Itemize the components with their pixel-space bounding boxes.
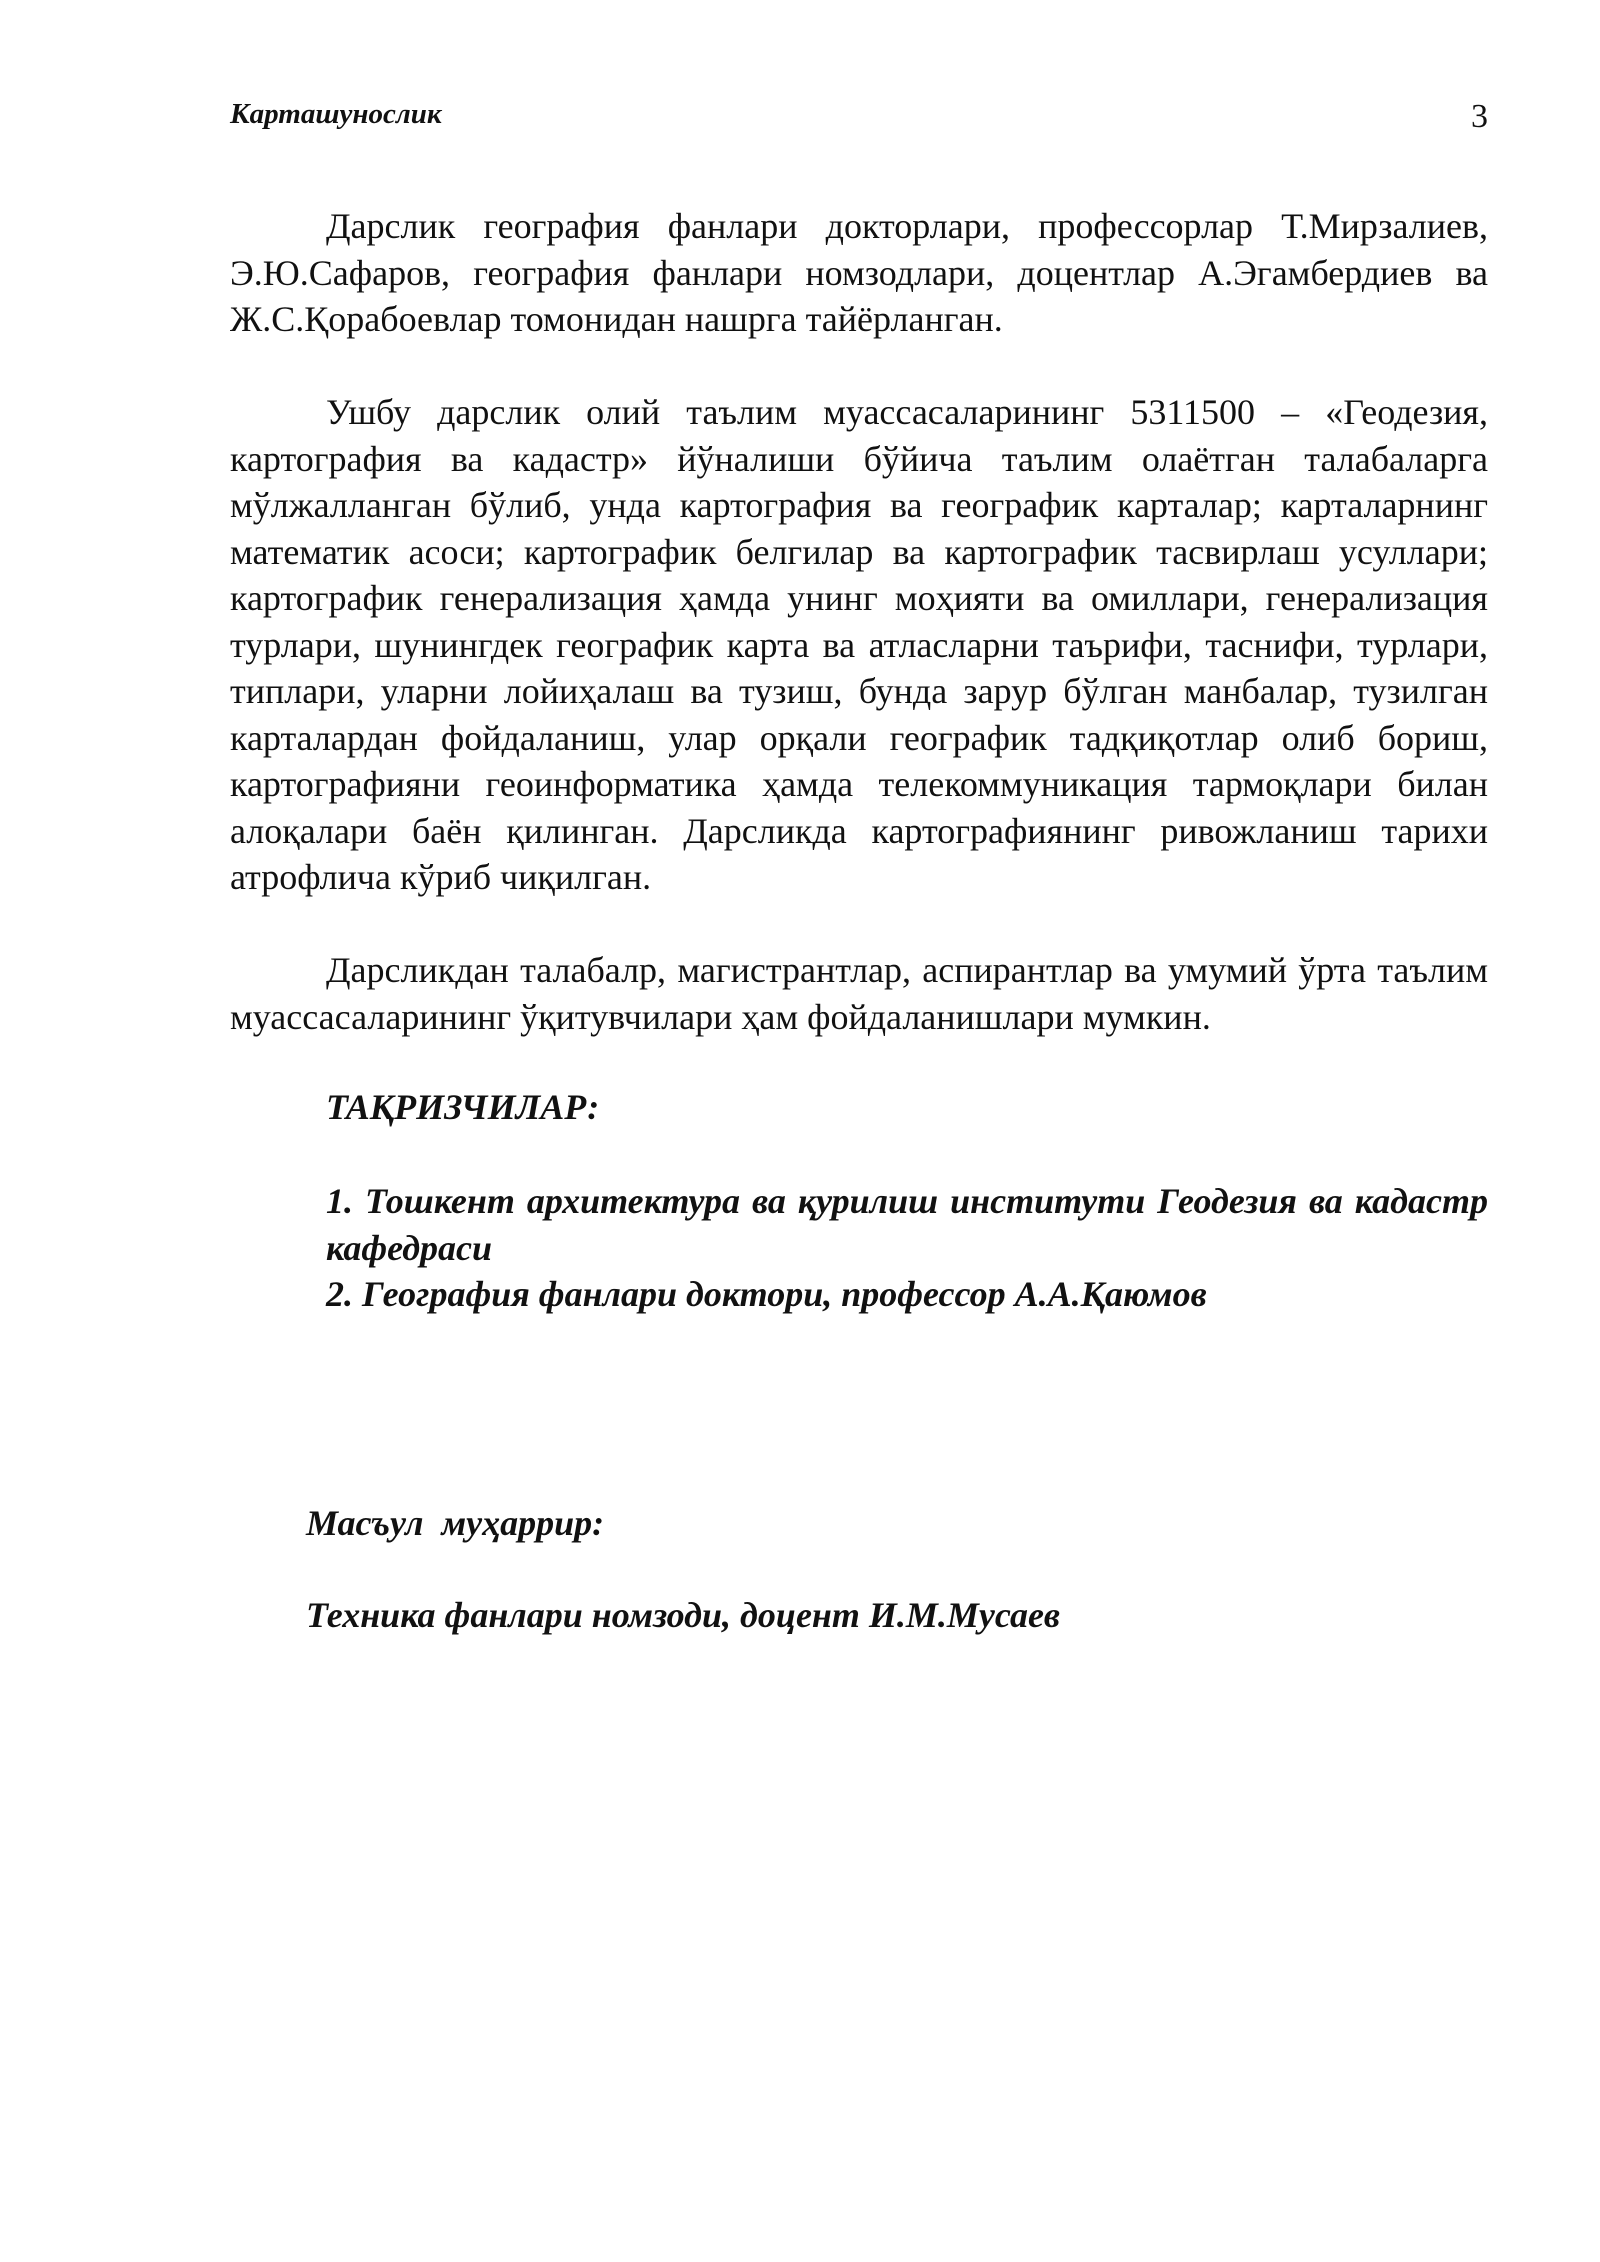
audience-paragraph [230, 947, 1488, 1040]
paragraph-text: Дарсликдан талабалр, магистрантлар, аспирантлар ва умумий ўрта таълим муассасаларининг ўқитувчилари ҳам фойдаланишлари мумкин. [230, 950, 1488, 1037]
reviewers-list [326, 1178, 1488, 1318]
authors-paragraph [230, 203, 1488, 343]
reviewers-heading: ТАҚРИЗЧИЛАР: [326, 1087, 600, 1127]
paragraph-text: Дарслик география фанлари докторлари, профессорлар Т.Мирзалиев, Э.Ю.Сафаров, география фанлари номзодлари, доцентлар А.Эгамбердиев ва Ж.С.Қорабоевлар томонидан нашрга тайёрланган. [230, 206, 1488, 339]
page-number: 3 [1471, 98, 1488, 135]
reviewer-item: 1. Тошкент архитектура ва қурилиш институти Геодезия ва кадастр кафедраси [326, 1181, 1488, 1268]
editor-heading: Масъул муҳаррир: [306, 1503, 605, 1543]
reviewer-item: 2. География фанлари доктори, профессор А.А.Қаюмов [326, 1274, 1207, 1314]
paragraph-text: Ушбу дарслик олий таълим муассасаларининг 5311500 – «Геодезия, картография ва кадастр» йўналиши бўйича таълим олаётган талабаларга мўлжалланган бўлиб, унда картография ва географик карталар; карталарнинг математик асоси; картографик белгилар ва картографик тасвирлаш усуллари; картографик генерализация ҳамда унинг моҳияти ва омиллари, генерализация турлари, шунингдек географик карта ва атласларни таърифи, таснифи, турлари, типлари, уларни лойиҳалаш ва тузиш, бунда зарур бўлган манбалар, тузилган карталардан фойдаланиш, улар орқали географик тадқиқотлар олиб бориш, картографияни геоинформатика ҳамда телекоммуникация тармоқлари билан алоқалари баён қилинган. Дарсликда картографиянинг ривожланиш тарихи атрофлича кўриб чиқилган. [230, 392, 1488, 897]
running-title: Карташунослик [230, 98, 442, 130]
description-paragraph [230, 389, 1488, 901]
editor-name: Техника фанлари номзоди, доцент И.М.Мусаев [306, 1595, 1061, 1635]
